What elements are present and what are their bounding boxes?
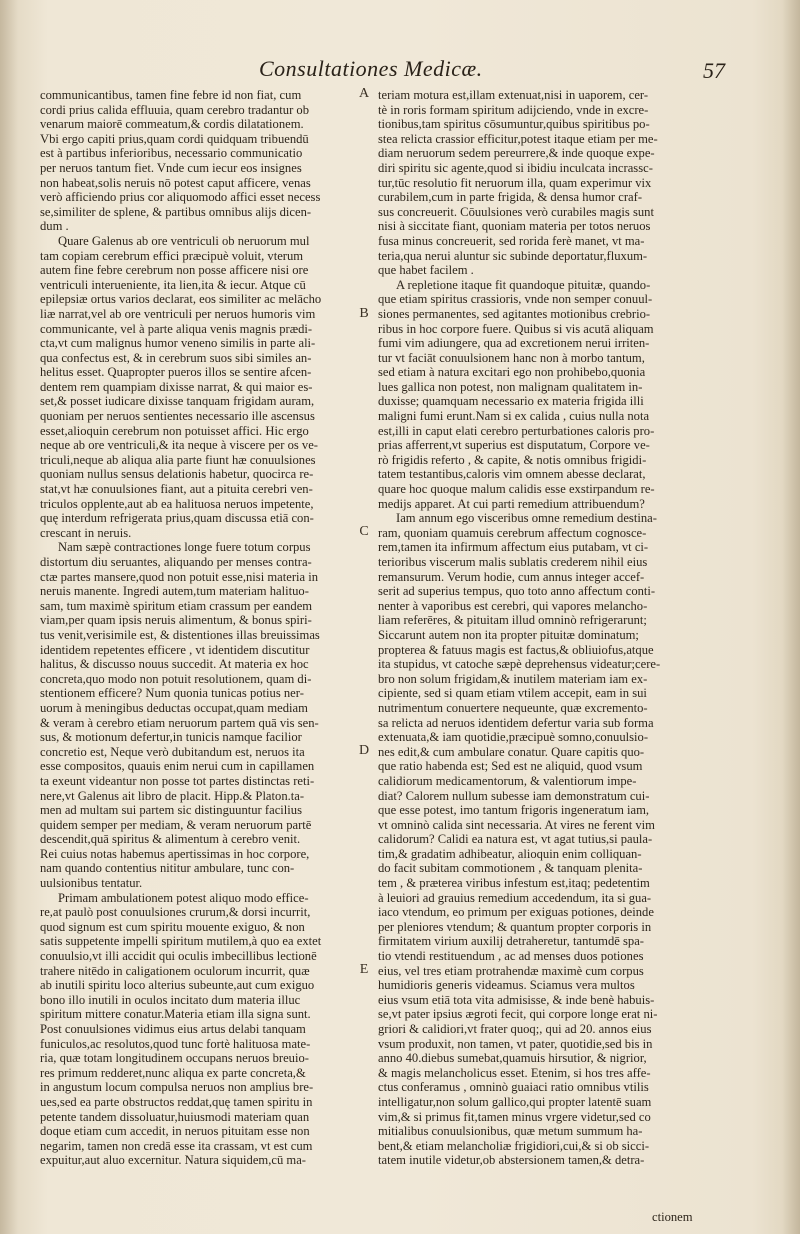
text-line: bro non solum frigidam,& inutilem materiam iam ex- <box>378 671 648 686</box>
text-line: calidorum? Calidi ea natura est, vt agat tutius,si paula- <box>378 832 653 847</box>
text-line: conuulsio,vt illi accidit qui oculis imbecillibus lectionē <box>40 949 317 964</box>
text-line: terioribus viscerum malis sublatis crederem nihil eius <box>378 555 648 569</box>
text-line: men ad multam sui partem sic distinguuntur facilius <box>40 803 302 818</box>
text-line: do facit subitam commotionem , & tanquam plenita- <box>378 861 643 876</box>
text-line: quidem semper per mediam, & veram neruorum partē <box>40 817 312 832</box>
text-line: res primum redderet,nunc aliqua ex parte concreta,& <box>40 1065 306 1080</box>
text-line: esset,alioquin cerebrum non potuisset affici. Hic ergo <box>40 423 309 438</box>
text-line: fumi vim adiungere, qua ad excretionem nerui irriten- <box>378 336 650 351</box>
text-line: diat? Calorem nullum subesse iam demonstratum cui- <box>378 788 650 803</box>
text-line: nam quando contentius nititur ambulare, tunc con- <box>40 861 295 876</box>
text-line: distortum diu seruantes, aliquando per menses contra- <box>40 555 312 569</box>
text-line: tur vt faciāt conuulsionem hanc non à morbo tantum, <box>378 350 645 365</box>
text-line: que ratio habenda est; Sed est ne aliquid, quod vsum <box>378 759 643 774</box>
text-line: se,similiter de splene, & partibus omnibus alijs dicen- <box>40 204 312 219</box>
text-line: tur,tūc resolutio fit neruorum illa, quam experimur vix <box>378 175 652 190</box>
text-line: descendit,quā spiritus & alimentum à cerebro venit. <box>40 832 301 847</box>
text-line: autem fine febre cerebrum non posse afficere nisi ore <box>40 263 309 278</box>
text-line: petente tandem dissoluatur,huiusmodi materiam quan <box>40 1109 310 1124</box>
text-line: doque etiam cum accedit, in neruos pituitam esse non <box>40 1124 310 1139</box>
text-line: ita stupidus, vt catoche sæpè deprehensus videatur;cere- <box>378 657 661 672</box>
text-line: tim,& gradatim adhibeatur, alioquin enim colliquan- <box>378 846 642 861</box>
text-line: ctæ partes mansere,quod non potuit esse,nisi materia in <box>40 569 319 584</box>
text-line: sus, & motionum defertur,in tunicis namque facilior <box>40 730 302 745</box>
text-line: à leuiori ad grauius remedium accedendum, ita si gua- <box>378 890 652 905</box>
text-line: qua confectus est, & in cerebrum suos sibi similes an- <box>40 350 312 365</box>
text-line: concretio est, Neque verò dubitandum est, neruos ita <box>40 744 305 759</box>
text-line: que etiam spiritus crassioris, vnde non semper conuul- <box>378 292 653 307</box>
text-line: identidem repetentes efficere , vt identidem discutitur <box>40 642 310 657</box>
text-line: prias afferrent,vt superius est disputatum, Corpore ve- <box>378 438 650 453</box>
text-line: diam neruorum sedem pereurrere,& inde quoque expe- <box>378 146 655 161</box>
text-line: ab inutili spiritu loco alterius subeunte,aut cum exiguo <box>40 978 315 993</box>
text-line: Vbi ergo capiti prius,quam cordi quidquam tribuendū <box>40 131 309 146</box>
text-line: ram, quoniam quamuis cerebrum affectum cognosce- <box>378 525 647 540</box>
text-line: Primam ambulationem potest aliquo modo effice- <box>58 890 309 905</box>
text-line: quare hoc quoque malum calidis esse exstirpandum re- <box>378 482 655 497</box>
text-line: bent,& etiam melancholiæ frigidiori,cui,& si ob sicci- <box>378 1138 650 1153</box>
page-edge-right <box>782 0 800 1234</box>
text-line: Nam sæpè contractiones longe fuere totum corpus <box>58 540 311 555</box>
text-line: intelligatur,non solum gallico,qui propter latentē suam <box>378 1094 652 1109</box>
text-line: teria,qua nerui aluntur sic subinde deportatur,fluxum- <box>378 248 648 263</box>
text-line: stat,vt hæ conuulsiones fiant, aut a pituita cerebri ven- <box>40 482 313 497</box>
text-line: nes edit,& cum ambulare conatur. Quare capitis quo- <box>378 744 645 759</box>
page-edge-left <box>0 0 18 1234</box>
text-line: extenuata,& iam quotidie,præcipuè somno,conuulsio- <box>378 730 649 745</box>
text-line: se,vt pater ipsius ægroti fecit, qui corpore longe erat ni- <box>378 1007 658 1022</box>
text-line: quod signum est cum spiritu mouente exiguo, & non <box>40 919 305 934</box>
text-line: ventriculi interueniente, ita lien,ita & iecur. Atque cū <box>40 277 306 292</box>
text-line: tus venit,verisimile est, & distentiones illas breuissimas <box>40 627 320 642</box>
text-line: per pleniores vtendum; & quantum propter corporis in <box>378 919 652 934</box>
text-line: que esse potest, imo tantum frigoris ingeneratum iam, <box>378 803 650 818</box>
section-marker-a: A <box>358 86 370 101</box>
text-line: liæ narrat,vel ab ore ventriculi per neruos humoris vim <box>40 306 316 321</box>
running-head: Consultationes Medicæ. <box>259 56 483 81</box>
text-line: esse compositos, quauis enim nerui cum in capillamen <box>40 759 315 774</box>
text-line: re,at paulò post conuulsiones crurum,& dorsi incurrit, <box>40 905 311 920</box>
text-line: spiritum mittere conatur.Materia etiam illa signa sunt. <box>40 1007 311 1022</box>
text-line: in angustum locum compulsa neruos non amplius bre- <box>40 1080 314 1095</box>
text-line: serit ad superius tempus, quo toto anno affectum conti- <box>378 584 656 599</box>
text-line: que habet facilem . <box>378 263 474 278</box>
text-line: uulsionibus tentatur. <box>40 876 143 891</box>
text-line: vsum produxit, non tamen, vt pater, quotidie,sed bis in <box>378 1036 653 1051</box>
text-line: halitus, & discusso nouus succedit. At materia ex hoc <box>40 657 309 672</box>
text-line: triculi,neque ab aliqua alia parte fiunt hæ conuulsiones <box>40 452 316 467</box>
text-line: Iam annum ego visceribus omne remedium destina- <box>396 511 657 526</box>
text-line: iaco vtendum, eo primum per exiguas potiones, deinde <box>378 905 654 920</box>
section-marker-d: D <box>358 743 370 758</box>
text-line: satis suppetente impelli spiritum mutilem,à quo ea extet <box>40 934 322 949</box>
text-line: vt omninò calida sint necessaria. At vires ne ferent vim <box>378 817 655 832</box>
text-line: sed etiam à natura excitari ego non prohibebo,quonia <box>378 365 646 380</box>
text-line: ctus conferamus , omninò guaiaci ratio omnibus vtilis <box>378 1080 649 1095</box>
text-line: dum . <box>40 219 69 234</box>
text-line: & veram à cerebro etiam neruorum partem quā vis sen- <box>40 715 319 730</box>
text-line: tatem testantibus,caloris vim omnem abesse declarat, <box>378 467 646 482</box>
text-line: sus concreuerit. Cōuulsiones verò curabiles magis sunt <box>378 204 654 219</box>
left-column <box>40 88 360 1168</box>
text-line: tam copiam cerebrum effici præcipuè voluit, vterum <box>40 248 304 263</box>
text-line: funiculos,ac resolutos,quod tunc fortè halituosa mate- <box>40 1036 311 1051</box>
text-line: A repletione itaque fit quandoque pituitæ, quando- <box>396 277 651 292</box>
text-line: siones permanentes, sed agitantes motionibus crebrio- <box>378 306 651 321</box>
page-number: 57 <box>703 58 725 83</box>
catchword: ctionem <box>652 1210 693 1224</box>
text-line: tionibus,tam spiritus cōsumuntur,quibus spiritibus po- <box>378 117 650 132</box>
text-line: ribus in hoc corpore fuere. Quibus si vis acutā aliquam <box>378 321 654 336</box>
text-line: ria, quæ totam longitudinem occupans neruos breuio- <box>40 1051 309 1066</box>
text-line: triculos opplente,aut ab ea halituosa neruos impetente, <box>40 496 314 511</box>
text-line: est à partibus inferioribus, necessario communicatio <box>40 146 303 161</box>
text-line: quę interdum refrigerata prius,quam discussa etiā con- <box>40 511 314 526</box>
text-line: sa relicta ad neruos identidem defertur varia sub forma <box>378 715 654 730</box>
text-line: non habeat,solis neruis nō potest caput afficere, venas <box>40 175 311 190</box>
text-line: curabilem,cum in parte frigida, & densa humor craf- <box>378 190 643 205</box>
text-line: tem , & præterea viribus infestum est,itaq; pedetentim <box>378 876 650 891</box>
text-line: eius vsum etiā tota vita admisisse, & inde benè habuis- <box>378 992 655 1007</box>
text-line: nutrimentum conuertere nequeunte, quæ excremento- <box>378 700 648 715</box>
text-line: quoniam per neruos sentientes necessario ille ascensus <box>40 409 315 424</box>
text-line: uorum à meningibus deductas occupat,quam mediam <box>40 700 308 715</box>
text-line: propterea & fatuus magis est factus,& obliuiofus,atque <box>378 642 654 657</box>
text-line: Siccarunt autem non ita propter pituitæ dominatum; <box>378 627 639 642</box>
text-line: per neruos tantum fiet. Vnde cum iecur eos insignes <box>40 160 302 175</box>
text-line: cordi prius calida effluuia, quam cerebro tradantur ob <box>40 102 310 117</box>
text-line: communicante, vel à parte aliqua venis magnis prædi- <box>40 321 313 336</box>
text-line: maligni fumi erunt.Nam si ex calida , cuius nulla nota <box>378 409 650 424</box>
text-line: communicantibus, tamen fine febre id non fiat, cum <box>40 88 302 102</box>
text-line: fusa minus concreuerit, sed rorida ferè manet, vt ma- <box>378 233 645 248</box>
text-line: rò frigidis referto , & capite, & notis omnibus frigidi- <box>378 452 647 467</box>
text-line: ta exeunt videantur non posse tot partes distinctas reti- <box>40 773 315 788</box>
text-line: dentem rem quampiam dixisse narrat, & qui maior es- <box>40 379 313 394</box>
text-line: calidiorum medicamentorum, & valentiorum impe- <box>378 773 637 788</box>
text-line: humidioris generis videamus. Sciamus vera multos <box>378 978 635 993</box>
page-header <box>255 52 725 92</box>
text-line: quoniam nullus sensus delationis habetur, quocirca re- <box>40 467 314 482</box>
text-line: negarim, tamen non credā esse ita crassam, vt est cum <box>40 1138 313 1153</box>
text-line: tè in roris formam spiritum adijciendo, vnde in excre- <box>378 102 649 117</box>
text-line: cta,vt cum malignus humor veneno similis in parte ali- <box>40 336 316 351</box>
text-line: stentionem efficere? Num quonia tunicas potius ner- <box>40 686 304 701</box>
text-line: nisi à siccitate fiant, quoniam materia per totos neruos <box>378 219 651 234</box>
text-line: helitus esset. Quapropter pueros illos se sentire afcen- <box>40 365 312 380</box>
text-line: sam, tum maximè spiritum etiam crassum per eandem <box>40 598 313 613</box>
text-line: tatem inutile videtur,ob abstersionem tamen,& detra- <box>378 1153 645 1168</box>
text-line: viam,per quam ipsis neruis alimentum, & bonus spiri- <box>40 613 312 628</box>
text-line: Quare Galenus ab ore ventriculi ob neruorum mul <box>58 233 310 248</box>
text-line: diri spiritu sic agente,quod si ibidiu inculcata incrassc- <box>378 160 653 175</box>
right-column <box>378 88 700 1168</box>
text-line: expuitur,aut aluo excernitur. Natura siquidem,cū ma- <box>40 1153 306 1168</box>
text-line: epilepsiæ ortus varios declarat, eos similiter ac melācho <box>40 292 322 307</box>
section-marker-c: C <box>359 524 369 539</box>
text-line: liam referēres, & pituitam illud omninò refrigerarunt; <box>378 613 647 628</box>
text-line: firmitatem virium auxilij detraheretur, tantumdē spa- <box>378 934 644 949</box>
section-marker-b: B <box>359 306 369 321</box>
text-line: teriam motura est,illam extenuat,nisi in uaporem, cer- <box>378 88 649 102</box>
text-line: stea relicta crassior efficitur,potest itaque etiam per me- <box>378 131 658 146</box>
text-line: tio vtendi restituendum , ac ad menses duos potiones <box>378 949 644 964</box>
text-line: & magis melancholicus esset. Etenim, si hos tres affe- <box>378 1065 651 1080</box>
text-line: lues gallica non potest, non malignam qualitatem in- <box>378 379 643 394</box>
section-marker-e: E <box>359 962 369 977</box>
text-line: neruis manente. Ingredi autem,tum materiam halituo- <box>40 584 309 599</box>
text-line: trahere nitēdo in caligationem oculorum incurrit, quæ <box>40 963 310 978</box>
text-line: remansurum. Verum hodie, cum annus integer accef- <box>378 569 645 584</box>
text-line: duxisse; quamquam necessario ex materia frigida illi <box>378 394 644 409</box>
text-line: mitialibus conuulsionibus, quæ metum summum ha- <box>378 1124 643 1139</box>
text-line: concreta,quo modo non potuit resolutionem, quam di- <box>40 671 312 686</box>
text-line: venarum maiorē commeatum,& cordis dilatationem. <box>40 117 304 132</box>
text-line: est,illi in caput elati cerebro perturbationes caloris pro- <box>378 423 655 438</box>
text-line: bono illo inutili in oculos incitato dum materia illuc <box>40 992 301 1007</box>
text-line: nere,vt Galenus ait libro de placit. Hipp.& Platon.ta- <box>40 788 305 803</box>
text-line: neque ab ore ventriculi,& ita neque à viscere per os ve- <box>40 438 318 453</box>
text-line: set,& posset iudicare dixisse tanquam frigidam auram, <box>40 394 315 409</box>
text-line: griori & calidiori,vt frater quoq;, qui ad 20. annos eius <box>378 1022 652 1036</box>
text-line: rem,tamen ita infirmum affectum eius putabam, vt ci- <box>378 540 649 555</box>
text-line: anno 40.diebus sumebat,quamuis hirsutior, & nigrior, <box>378 1051 647 1066</box>
text-line: vim,& si primus fit,tamen minus vrgere videtur,sed co <box>378 1109 651 1124</box>
text-line: Rei cuius notas habemus apertissimas in hoc corpore, <box>40 846 310 861</box>
text-line: nenter à vaporibus est cerebri, qui vapores melancho- <box>378 598 648 613</box>
text-line: cipiente, sed si quam etiam vtilem accepit, eam in sui <box>378 686 647 701</box>
text-line: ues,sed ea parte obstructos reddat,quę tamen spiritu in <box>40 1094 313 1109</box>
text-line: crescant in neruis. <box>40 525 132 540</box>
text-line: eius, vel tres etiam protrahendæ maximè cum corpus <box>378 963 644 978</box>
text-line: verò afficiendo prius cor aliquomodo affici esset necess <box>40 190 321 205</box>
text-line: Post conuulsiones vidimus eius artus delabi tanquam <box>40 1022 306 1036</box>
text-line: medijs apparet. At cui parti remedium attribuendum? <box>378 496 645 511</box>
